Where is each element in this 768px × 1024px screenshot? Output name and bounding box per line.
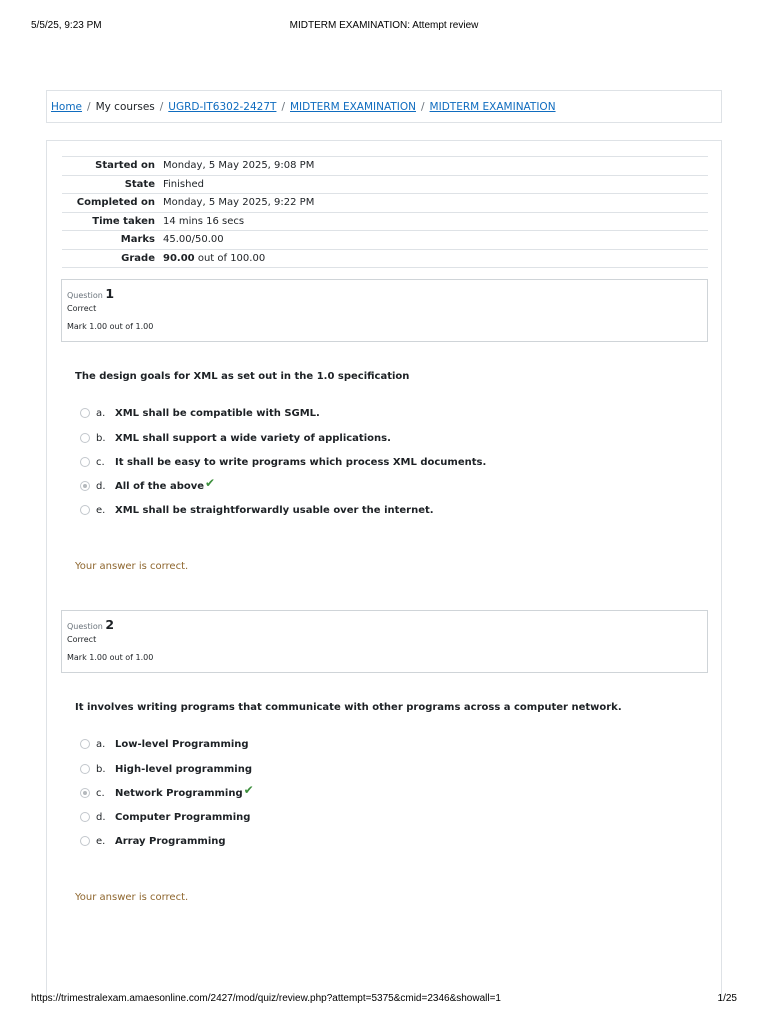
answer-text: Array Programming — [115, 835, 226, 847]
answer-letter: a. — [96, 738, 106, 750]
print-footer — [31, 993, 737, 1007]
summary-row-state — [62, 175, 708, 194]
answer-option[interactable] — [80, 762, 252, 776]
summary-label: Grade — [121, 252, 155, 264]
print-url: https://trimestralexam.amaesonline.com/2427/mod/quiz/review.php?attempt=5375&cmid=2346&showall=1 — [31, 993, 501, 1004]
breadcrumb — [46, 90, 722, 123]
check-icon: ✔ — [243, 783, 254, 797]
answer-letter: e. — [96, 504, 106, 516]
answer-option[interactable] — [80, 810, 250, 824]
answer-letter: d. — [96, 480, 106, 492]
question-word: Question — [67, 291, 103, 300]
answer-letter: b. — [96, 763, 106, 775]
summary-label: Started on — [95, 160, 155, 172]
question-text: It involves writing programs that communicate with other programs across a computer network. — [75, 702, 622, 713]
answer-text: XML shall be compatible with SGML. — [115, 407, 320, 419]
answer-text: XML shall be straightforwardly usable over the internet. — [115, 504, 434, 516]
summary-value: Monday, 5 May 2025, 9:08 PM — [163, 160, 315, 172]
summary-value: 14 mins 16 secs — [163, 215, 245, 227]
radio-button[interactable] — [80, 836, 90, 846]
answer-letter: d. — [96, 811, 106, 823]
breadcrumb-quiz-link[interactable]: MIDTERM EXAMINATION — [429, 100, 556, 113]
answer-text: Network Programming — [115, 787, 243, 799]
answer-letter: b. — [96, 432, 106, 444]
answer-letter: c. — [96, 456, 105, 468]
question-grade: Mark 1.00 out of 1.00 — [67, 322, 154, 331]
answer-option-selected[interactable] — [80, 783, 254, 800]
radio-button[interactable] — [80, 764, 90, 774]
question-text: The design goals for XML as set out in the 1.0 specification — [75, 371, 410, 382]
summary-value: 45.00/50.00 — [163, 234, 224, 246]
answer-text: Low-level Programming — [115, 738, 249, 750]
attempt-summary-table — [62, 156, 708, 268]
summary-label: State — [124, 178, 155, 190]
summary-row-time-taken — [62, 212, 708, 231]
breadcrumb-separator: / — [281, 100, 285, 113]
answer-text: It shall be easy to write programs which process XML documents. — [115, 456, 487, 468]
grade-score: 90.00 — [163, 252, 195, 264]
question-info-2 — [61, 610, 708, 673]
breadcrumb-course-link[interactable]: UGRD-IT6302-2427T — [168, 100, 277, 113]
breadcrumb-section-link[interactable]: MIDTERM EXAMINATION — [290, 100, 416, 113]
print-title: MIDTERM EXAMINATION: Attempt review — [289, 20, 479, 31]
print-header — [31, 20, 737, 34]
print-page-number: 1/25 — [717, 993, 737, 1004]
question-number-label — [67, 617, 707, 632]
question-info-1 — [61, 279, 708, 342]
summary-value: Finished — [163, 178, 204, 190]
summary-row-grade — [62, 249, 708, 268]
summary-label: Marks — [120, 234, 155, 246]
answer-option[interactable] — [80, 737, 249, 751]
radio-button[interactable] — [80, 408, 90, 418]
answer-option-selected[interactable] — [80, 476, 216, 493]
breadcrumb-separator: / — [159, 100, 164, 113]
answer-option[interactable] — [80, 406, 320, 420]
breadcrumb-home-link[interactable]: Home — [51, 100, 83, 113]
summary-row-completed — [62, 194, 708, 213]
radio-button[interactable] — [80, 457, 90, 467]
answer-option[interactable] — [80, 431, 391, 445]
radio-button[interactable] — [80, 505, 90, 515]
question-number: 2 — [105, 617, 115, 632]
answer-text: XML shall support a wide variety of applications. — [115, 432, 391, 444]
radio-button-selected[interactable] — [80, 788, 90, 798]
breadcrumb-my-courses: My courses — [95, 100, 155, 113]
answer-feedback: Your answer is correct. — [75, 561, 189, 572]
radio-button[interactable] — [80, 433, 90, 443]
breadcrumb-separator: / — [87, 100, 91, 113]
check-icon: ✔ — [205, 476, 216, 490]
radio-button[interactable] — [80, 812, 90, 822]
question-number-label — [67, 286, 707, 301]
summary-label: Completed on — [76, 197, 155, 209]
answer-text: Computer Programming — [115, 811, 251, 823]
answer-option[interactable] — [80, 503, 434, 517]
answer-feedback: Your answer is correct. — [75, 892, 189, 903]
answer-option[interactable] — [80, 834, 226, 848]
radio-button-selected[interactable] — [80, 481, 90, 491]
summary-row-started — [62, 157, 708, 176]
question-number: 1 — [105, 286, 115, 301]
breadcrumb-separator: / — [421, 100, 425, 113]
summary-row-marks — [62, 231, 708, 250]
answer-letter: a. — [96, 407, 106, 419]
answer-text: High-level programming — [115, 763, 252, 775]
question-state: Correct — [67, 635, 97, 644]
answer-text: All of the above — [115, 480, 205, 492]
summary-label: Time taken — [92, 215, 155, 227]
summary-value: Monday, 5 May 2025, 9:22 PM — [163, 197, 315, 209]
summary-value — [163, 249, 708, 268]
grade-out-of: out of 100.00 — [194, 252, 266, 264]
question-grade: Mark 1.00 out of 1.00 — [67, 653, 154, 662]
question-state: Correct — [67, 304, 97, 313]
answer-letter: c. — [96, 787, 105, 799]
answer-letter: e. — [96, 835, 106, 847]
answer-option[interactable] — [80, 455, 486, 469]
print-datetime: 5/5/25, 9:23 PM — [31, 20, 102, 31]
question-word: Question — [67, 622, 103, 631]
radio-button[interactable] — [80, 739, 90, 749]
